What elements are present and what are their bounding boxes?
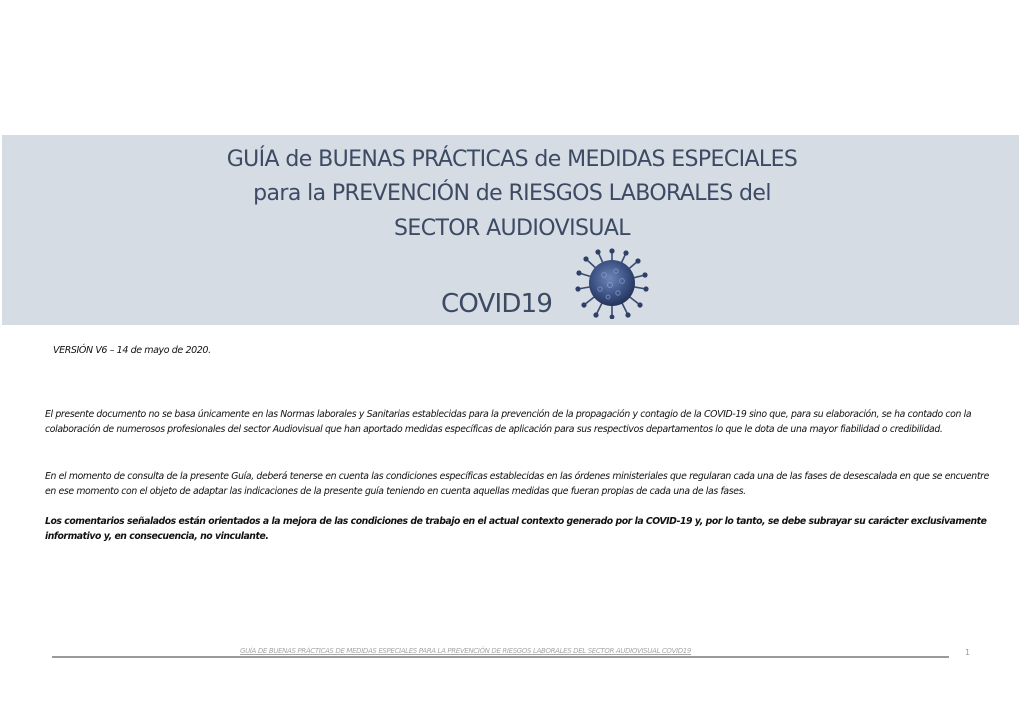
coronavirus-icon [574, 247, 650, 319]
page-number: 1 [965, 648, 971, 657]
disclaimer-paragraph: Los comentarios señalados están orientados a la mejora de las condiciones de trabajo en el actual contexto generado por la COVID-19 y, por lo tanto, se debe subrayar su carácter exclusivamente informativo y, en consecuencia, no vinculante. [45, 516, 987, 542]
intro-paragraph: El presente documento no se basa únicamente en las Normas laborales y Sanitarias establecidas para la prevención de la propagación y contagio de la COVID-19 sino que, para su elaboración, se ha contado con la colaboración de numerosos profesionales del sector Audiovisual que han aportado medidas específicas de aplicación para sus respectivos departamentos lo que le dota de una mayor fiabilidad o credibilidad. [45, 409, 972, 435]
covid-subtitle: COVID19 [441, 289, 553, 319]
footer-divider [52, 656, 949, 658]
footer-running-title: GUÍA DE BUENAS PRÁCTICAS DE MEDIDAS ESPECIALES PARA LA PREVENCIÓN DE RIESGOS LABORALES DEL SECTOR AUDIOVISUAL COVID19 [240, 647, 691, 655]
document-title-line-3: SECTOR AUDIOVISUAL [394, 216, 630, 241]
version-label: VERSIÓN V6 – 14 de mayo de 2020. [53, 345, 211, 356]
consultation-paragraph: En el momento de consulta de la presente Guía, deberá tenerse en cuenta las condiciones específicas establecidas en las órdenes ministeriales que regularan cada una de las fases de desescalada en que se encuentre en ese momento con el objeto de adaptar las indicaciones de la presente guía teniendo en cuenta aquellas medidas que fueran propias de cada una de las fases. [45, 471, 989, 497]
document-title-line-2: para la PREVENCIÓN de RIESGOS LABORALES del [253, 181, 771, 206]
document-title-line-1: GUÍA de BUENAS PRÁCTICAS de MEDIDAS ESPECIALES [226, 147, 798, 172]
